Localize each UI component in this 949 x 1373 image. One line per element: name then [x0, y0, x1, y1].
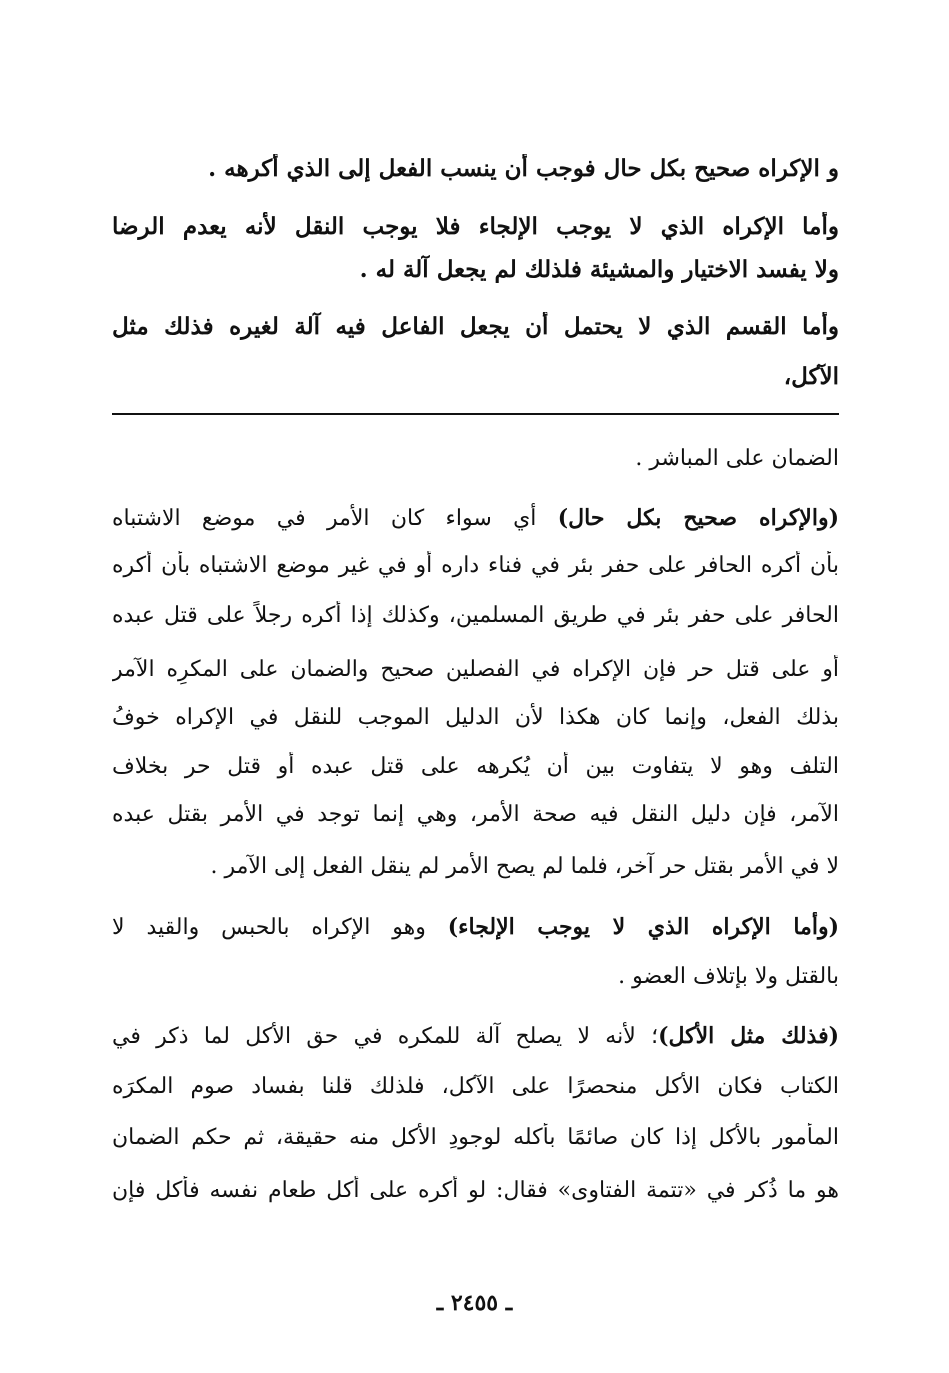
separator-rule — [112, 413, 839, 415]
sharh-line-6: بذلك الفعل، وإنما كان هكذا لأن الدليل الموجب للنقل في الإكراه خوفُ — [112, 705, 839, 730]
sharh-line-13: الكتاب فكان الأكل منحصرًا على الآكل، فلذلك قلنا بفساد صوم المكرَه — [112, 1074, 839, 1099]
sharh-line-3: بأن أكره الحافر على حفر بئر في فناء داره أو في غير موضع الاشتباه بأن أكره — [112, 553, 839, 578]
matn-line-5: الآكل، — [783, 363, 839, 390]
sharh-line-5: أو على قتل حر فإن الإكراه في الفصلين صحيح والضمان على المكرِه الآمر — [112, 657, 839, 682]
quoted-matn: (فذلك مثل الأكل) — [658, 1023, 839, 1049]
sharh-line-15: هو ما ذُكر في «تتمة الفتاوى» فقال: لو أُكره على أكل طعام نفسه فأكل فإن — [112, 1178, 839, 1203]
sharh-line-14: المأمور بالأكل إذا كان صائمًا بأكله لوجودِ الأكل منه حقيقة، ثم حكم الضمان — [112, 1125, 839, 1150]
sharh-line-1: الضمان على المباشر . — [635, 446, 839, 471]
sharh-line-9: لا في الأمر بقتل حر آخر، فلما لم يصح الأمر لم ينقل الفعل إلى الآمر . — [210, 854, 839, 879]
sharh-text: وهو الإكراه بالحبس والقيد لا — [112, 915, 448, 940]
page-number: ـ ٢٤٥٥ ـ — [436, 1290, 513, 1316]
matn-line-3: ولا يفسد الاختيار والمشيئة فلذلك لم يجعل آلة له . — [359, 256, 839, 283]
sharh-line-4: الحافر على حفر بئر في طريق المسلمين، وكذلك إذا أكره رجلاً على قتل عبده — [112, 603, 839, 628]
sharh-line-8: الآمر، فإن دليل النقل فيه صحة الأمر، وهي إنما توجد في الأمر بقتل عبده — [112, 802, 839, 827]
sharh-text: أي سواء كان الأمر في موضع الاشتباه — [112, 506, 558, 531]
matn-line-4: وأما القسم الذي لا يحتمل أن يجعل الفاعل فيه آلة لغيره فذلك مثل — [112, 313, 839, 340]
matn-line-1: و الإكراه صحيح بكل حال فوجب أن ينسب الفعل إلى الذي أكرهه . — [208, 155, 839, 182]
sharh-line-11: بالقتل ولا بإتلاف العضو . — [618, 964, 839, 989]
sharh-line-2 — [112, 503, 839, 534]
sharh-line-10 — [112, 912, 839, 943]
quoted-matn: (والإكراه صحيح بكل حال) — [557, 505, 839, 531]
sharh-line-7: التلف وهو لا يتفاوت بين أن يُكرهه على قتل عبده أو قتل حر بخلاف — [112, 754, 839, 779]
sharh-line-12 — [112, 1021, 839, 1052]
sharh-text: ؛ لأنه لا يصلح آلة للمكره في حق الأكل لما ذكر في — [112, 1024, 659, 1049]
quoted-matn: (وأما الإكراه الذي لا يوجب الإلجاء) — [447, 914, 839, 940]
matn-line-2: وأما الإكراه الذي لا يوجب الإلجاء فلا يوجب النقل لأنه يعدم الرضا — [112, 213, 839, 240]
